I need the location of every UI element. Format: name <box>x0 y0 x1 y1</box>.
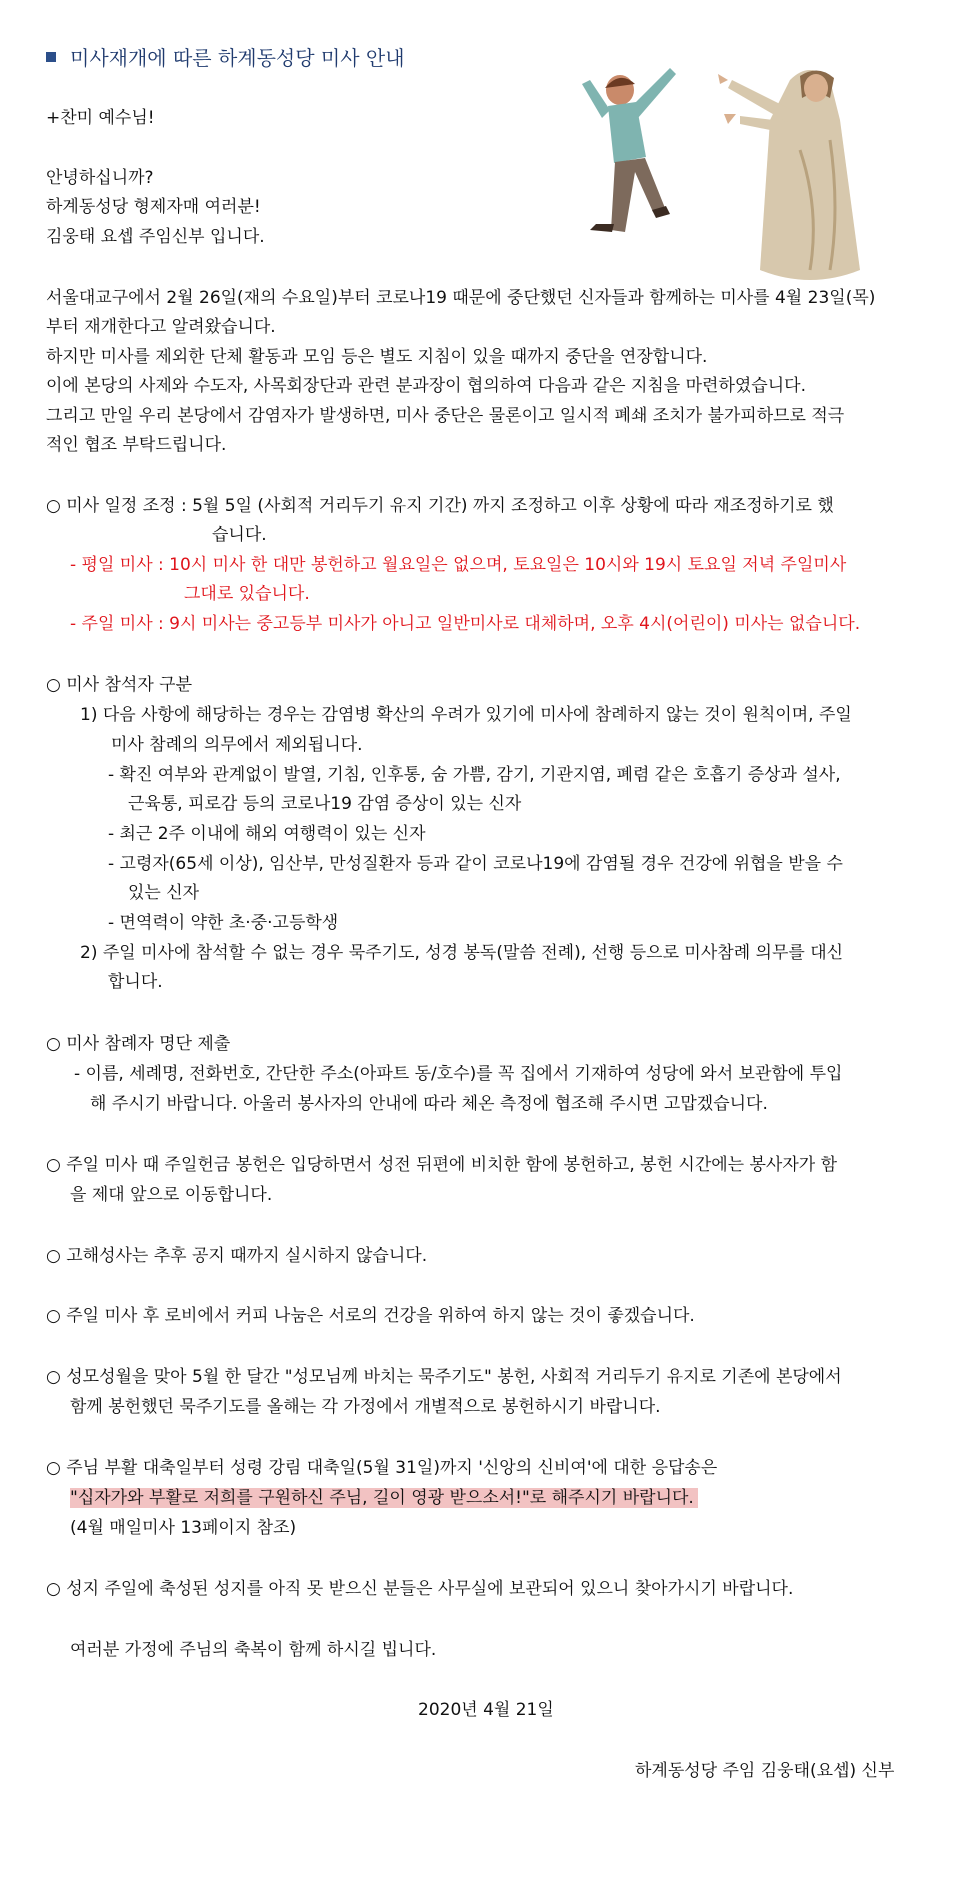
body-line: 적인 협조 부탁드립니다. <box>46 435 227 455</box>
attendees-item: 합니다. <box>108 972 163 992</box>
weekday-mass-line: - 평일 미사 : 10시 미사 한 대만 봉헌하고 월요일은 없으며, 토요일은 10시와 19시 토요일 저녁 주일미사 <box>70 555 847 575</box>
greeting: +찬미 예수님! <box>46 108 155 128</box>
roster-heading: ○ 미사 참례자 명단 제출 <box>46 1034 231 1054</box>
attendees-sub: 있는 신자 <box>128 883 200 903</box>
body-line: 서울대교구에서 2월 26일(재의 수요일)부터 코로나19 때문에 중단했던 신자들과 함께하는 미사를 4월 23일(목) <box>46 288 876 308</box>
attendees-heading: ○ 미사 참석자 구분 <box>46 675 192 695</box>
attendees-sub: - 확진 여부와 관계없이 발열, 기침, 인후통, 숨 가쁨, 감기, 기관지염, 폐렴 같은 호흡기 증상과 설사, <box>108 765 841 785</box>
easter-response-highlight: "십자가와 부활로 저희를 구원하신 주님, 길이 영광 받으소서!"로 해주시기 바랍니다. <box>70 1484 698 1513</box>
jesus-embrace-illustration <box>560 30 890 300</box>
notice-date: 2020년 4월 21일 <box>418 1700 554 1720</box>
palm-line: ○ 성지 주일에 축성된 성지를 아직 못 받으신 분들은 사무실에 보관되어 있으니 찾아가시기 바랍니다. <box>46 1579 794 1599</box>
intro-line: 김웅태 요셉 주임신부 입니다. <box>46 227 265 247</box>
body-line: 이에 본당의 사제와 수도자, 사목회장단과 관련 분과장이 협의하여 다음과 같은 지침을 마련하였습니다. <box>46 376 806 396</box>
sunday-mass-line: - 주일 미사 : 9시 미사는 중고등부 미사가 아니고 일반미사로 대체하며, 오후 4시(어린이) 미사는 없습니다. <box>70 614 861 634</box>
attendees-sub: - 최근 2주 이내에 해외 여행력이 있는 신자 <box>108 824 426 844</box>
body-line: 하지만 미사를 제외한 단체 활동과 모임 등은 별도 지침이 있을 때까지 중단을 연장합니다. <box>46 347 708 367</box>
square-bullet-icon <box>46 52 56 62</box>
roster-line: 해 주시기 바랍니다. 아울러 봉사자의 안내에 따라 체온 측정에 협조해 주시면 고맙겠습니다. <box>90 1094 768 1114</box>
notice-title: 미사재개에 따른 하계동성당 미사 안내 <box>46 42 405 71</box>
attendees-item: 미사 참례의 의무에서 제외됩니다. <box>111 735 363 755</box>
weekday-mass-line: 그대로 있습니다. <box>184 584 310 604</box>
intro-line: 하계동성당 형제자매 여러분! <box>46 197 261 217</box>
easter-line: ○ 주님 부활 대축일부터 성령 강림 대축일(5월 31일)까지 '신앙의 신비여'에 대한 응답송은 <box>46 1458 718 1478</box>
easter-line: (4월 매일미사 13페이지 참조) <box>70 1518 297 1538</box>
signature: 하계동성당 주임 김웅태(요셉) 신부 <box>635 1761 895 1781</box>
confession-line: ○ 고해성사는 추후 공지 때까지 실시하지 않습니다. <box>46 1246 428 1266</box>
schedule-line: ○ 미사 일정 조정 : 5월 5일 (사회적 거리두기 유지 기간) 까지 조정하고 이후 상황에 따라 재조정하기로 했 <box>46 496 834 516</box>
attendees-sub: - 고령자(65세 이상), 임산부, 만성질환자 등과 같이 코로나19에 감염될 경우 건강에 위협을 받을 수 <box>108 854 843 874</box>
rosary-line: 함께 봉헌했던 묵주기도를 올해는 각 가정에서 개별적으로 봉헌하시기 바랍니다. <box>70 1397 661 1417</box>
body-line: 부터 재개한다고 알려왔습니다. <box>46 317 276 337</box>
offering-line: 을 제대 앞으로 이동합니다. <box>70 1185 273 1205</box>
attendees-sub: 근육통, 피로감 등의 코로나19 감염 증상이 있는 신자 <box>128 794 522 814</box>
offering-line: ○ 주일 미사 때 주일헌금 봉헌은 입당하면서 성전 뒤편에 비치한 함에 봉헌하고, 봉헌 시간에는 봉사자가 함 <box>46 1155 838 1175</box>
attendees-item: 1) 다음 사항에 해당하는 경우는 감염병 확산의 우려가 있기에 미사에 참례하지 않는 것이 원칙이며, 주일 <box>80 705 852 725</box>
attendees-item: 2) 주일 미사에 참석할 수 없는 경우 묵주기도, 성경 봉독(말씀 전례), 선행 등으로 미사참례 의무를 대신 <box>80 943 844 963</box>
body-line: 그리고 만일 우리 본당에서 감염자가 발생하면, 미사 중단은 물론이고 일시적 폐쇄 조치가 불가피하므로 적극 <box>46 406 845 426</box>
attendees-sub: - 면역력이 약한 초·중·고등학생 <box>108 913 339 933</box>
coffee-line: ○ 주일 미사 후 로비에서 커피 나눔은 서로의 건강을 위하여 하지 않는 것이 좋겠습니다. <box>46 1306 695 1326</box>
intro-line: 안녕하십니까? <box>46 168 154 188</box>
roster-line: - 이름, 세례명, 전화번호, 간단한 주소(아파트 동/호수)를 꼭 집에서 기재하여 성당에 와서 보관함에 투입 <box>74 1064 843 1084</box>
schedule-line: 습니다. <box>212 525 267 545</box>
blessing-line: 여러분 가정에 주님의 축복이 함께 하시길 빕니다. <box>70 1640 437 1660</box>
rosary-line: ○ 성모성월을 맞아 5월 한 달간 "성모님께 바치는 묵주기도" 봉헌, 사회적 거리두기 유지로 기존에 본당에서 <box>46 1367 842 1387</box>
